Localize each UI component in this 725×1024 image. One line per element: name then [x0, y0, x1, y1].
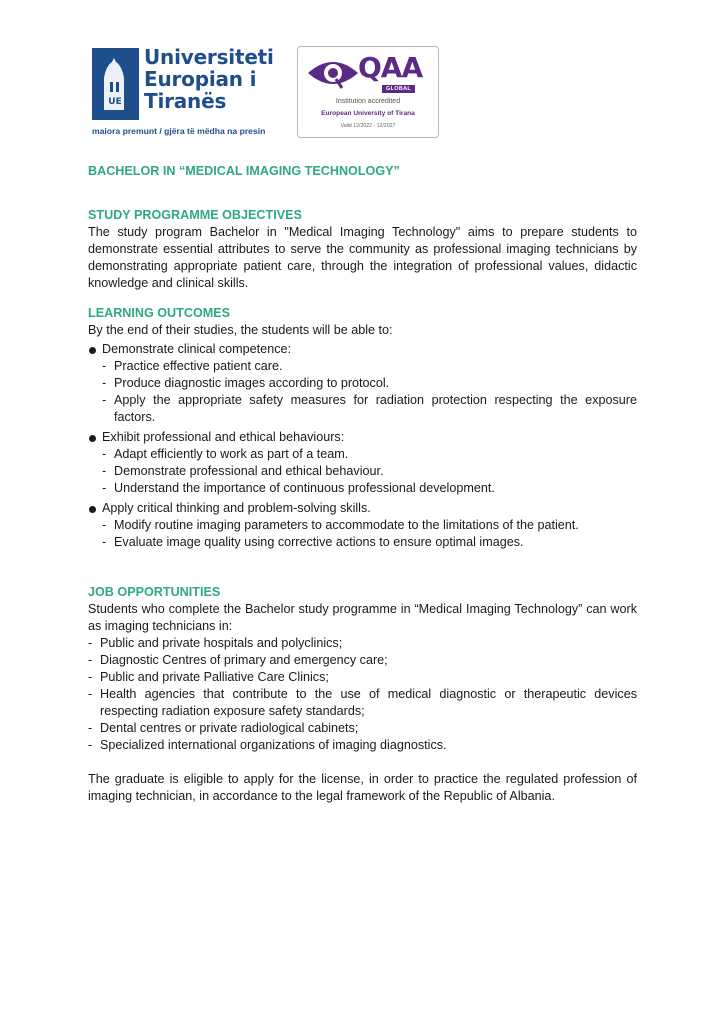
- qaa-institution-name: European University of Tirana: [321, 110, 415, 117]
- list-item: - Evaluate image quality using corrective actions to ensure optimal images.: [102, 534, 637, 551]
- list-item: - Understand the importance of continuous professional development.: [102, 480, 637, 497]
- document-body: [88, 163, 637, 805]
- list-item: - Apply the appropriate safety measures for radiation protection respecting the exposure factors.: [102, 392, 637, 426]
- outcome-group-label: Demonstrate clinical competence:: [102, 342, 291, 356]
- outcome-group-label: Exhibit professional and ethical behaviours:: [102, 430, 345, 444]
- uet-logo: [92, 46, 274, 138]
- jobs-intro: Students who complete the Bachelor study programme in “Medical Imaging Technology” can work as imaging technicians in:: [88, 602, 637, 633]
- page-header: [92, 46, 452, 141]
- qaa-global-tag: GLOBAL: [382, 85, 415, 93]
- outcomes-list: [88, 341, 637, 551]
- uet-emblem-icon: [92, 48, 139, 120]
- jobs-list: [88, 635, 637, 754]
- list-item: - Demonstrate professional and ethical behaviour.: [102, 463, 637, 480]
- jobs-heading: JOB OPPORTUNITIES: [88, 585, 221, 599]
- list-item: - Public and private Palliative Care Clinics;: [88, 669, 637, 686]
- list-item: - Produce diagnostic images according to protocol.: [102, 375, 637, 392]
- qaa-accredited-text: Institution accredited: [335, 98, 401, 105]
- outcomes-heading: LEARNING OUTCOMES: [88, 306, 231, 320]
- uet-motto: maiora premunt / gjëra të mëdha na presin: [92, 126, 266, 136]
- document-title: BACHELOR IN “MEDICAL IMAGING TECHNOLOGY”: [88, 164, 400, 178]
- list-item: - Diagnostic Centres of primary and emergency care;: [88, 652, 637, 669]
- qaa-name: QAA: [358, 51, 423, 84]
- uet-wordmark-line: Tiranës: [144, 89, 227, 113]
- qaa-accreditation-badge: [297, 46, 439, 138]
- qaa-eye-icon: [306, 55, 360, 91]
- objectives-text: The study program Bachelor in "Medical Imaging Technology" aims to prepare students to demonstrate essential attributes to serve the community as professional imaging technicians by demonstrating appropriate patient care, through the integration of professional values, didactic knowledge and clinical skills.: [88, 225, 637, 290]
- list-item: [88, 500, 637, 551]
- list-item: - Health agencies that contribute to the use of medical diagnostic or therapeutic devices respecting radiation exposure safety standards;: [88, 686, 637, 720]
- list-item: [88, 341, 637, 426]
- list-item: - Public and private hospitals and polyclinics;: [88, 635, 637, 652]
- uet-wordmark-line: Europian i: [144, 67, 257, 91]
- svg-text:UE: UE: [108, 97, 122, 107]
- list-item: - Adapt efficiently to work as part of a team.: [102, 446, 637, 463]
- outcome-group-label: Apply critical thinking and problem-solving skills.: [102, 501, 371, 515]
- list-item: - Dental centres or private radiological cabinets;: [88, 720, 637, 737]
- outcomes-intro: By the end of their studies, the students will be able to:: [88, 323, 393, 337]
- list-item: [88, 429, 637, 497]
- uet-wordmark: [144, 46, 274, 112]
- list-item: - Modify routine imaging parameters to accommodate to the limitations of the patient.: [102, 517, 637, 534]
- list-item: - Specialized international organizations of imaging diagnostics.: [88, 737, 637, 754]
- uet-wordmark-line: Universiteti: [144, 45, 274, 69]
- qaa-validity: Valid 12/2022 - 12/2027: [340, 123, 396, 129]
- list-item: - Practice effective patient care.: [102, 358, 637, 375]
- objectives-heading: STUDY PROGRAMME OBJECTIVES: [88, 208, 302, 222]
- closing-paragraph: The graduate is eligible to apply for the license, in order to practice the regulated profession of imaging technician, in accordance to the legal framework of the Republic of Albania.: [88, 772, 637, 803]
